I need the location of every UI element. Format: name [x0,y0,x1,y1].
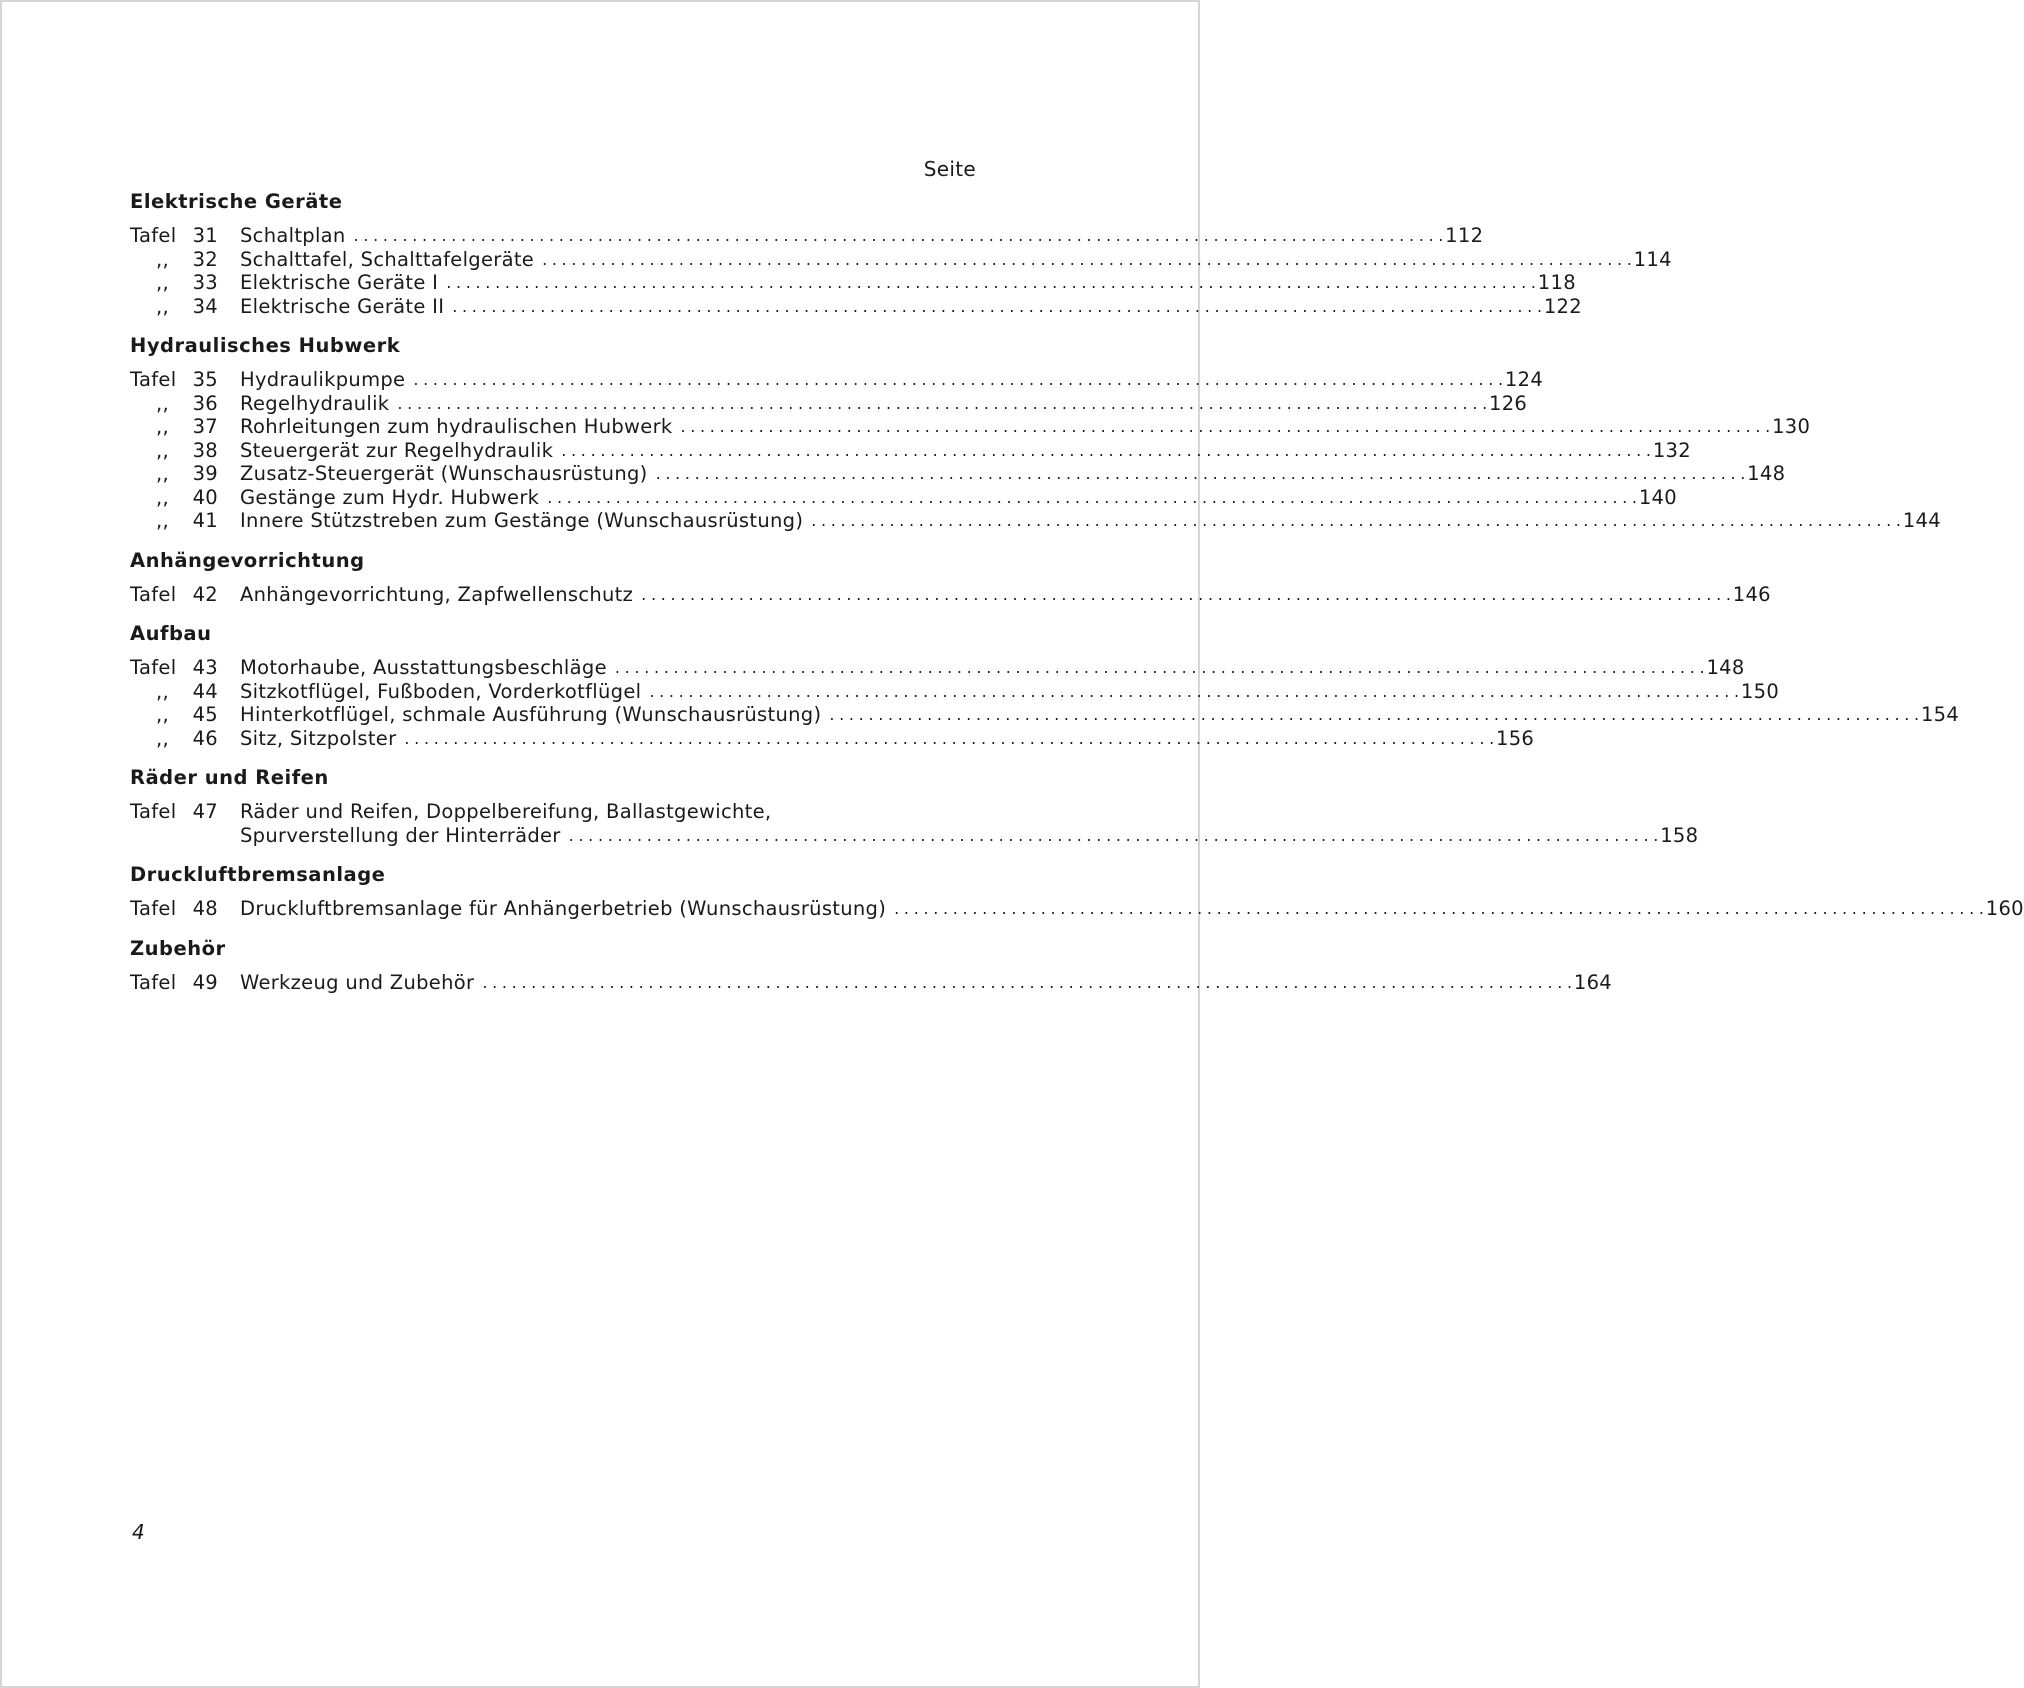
entry-page: 146 [1732,582,1771,606]
tafel-number: 41 [192,509,218,532]
tafel-number: 49 [192,970,218,994]
entry-title: Werkzeug und Zubehör [240,970,475,994]
ditto-mark: ,, [156,679,169,703]
toc-entry [130,679,1780,704]
entry-page: 144 [1902,509,1941,532]
entry-title: Anhängevorrichtung, Zapfwellenschutz [240,582,634,606]
tafel-label: Tafel [130,582,177,606]
section-title: Räder und Reifen [130,766,329,789]
entry-page: 130 [1772,415,1811,438]
tafel-number: 36 [192,391,218,415]
dot-leader [542,248,1632,272]
dot-leader [452,295,1542,319]
entry-title: Sitz, Sitzpolster [240,726,397,750]
entry-page: 132 [1652,438,1691,462]
tafel-label: Tafel [130,897,177,920]
entry-title: Schalttafel, Schalttafelgeräte [240,247,535,271]
toc-section [130,334,1941,533]
entry-title: Steuergerät zur Regelhydraulik [240,438,554,462]
section-title: Aufbau [130,622,212,645]
toc-entry [130,247,1672,272]
entry-page: 164 [1573,970,1613,994]
entry-page: 126 [1488,391,1528,415]
dot-leader [569,824,1659,848]
tafel-number: 37 [192,415,218,438]
tafel-number: 33 [192,271,218,294]
table-of-contents [130,152,2024,1010]
ditto-mark: ,, [156,247,169,271]
tafel-label: Tafel [130,656,177,679]
ditto-mark: ,, [156,415,169,438]
tafel-number: 40 [192,485,218,509]
entry-page: 148 [1706,656,1745,679]
entry-page: 148 [1747,462,1786,485]
dot-leader [811,509,1901,533]
dot-leader [413,368,1503,392]
entry-title: Hydraulikpumpe [240,368,406,391]
dot-leader [561,439,1651,463]
entry-page: 140 [1638,485,1677,509]
dot-leader [397,392,1487,416]
toc-entry [130,703,1960,727]
toc-entry [130,656,1745,680]
section-title: Elektrische Geräte [130,190,343,213]
entry-page: 150 [1740,679,1780,703]
tafel-number: 42 [192,582,218,606]
dot-leader [656,462,1746,486]
toc-entry [130,271,1576,295]
entry-title-continued: Spurverstellung der Hinterräder [240,823,561,847]
ditto-mark: ,, [156,726,169,750]
toc-section [130,863,2024,921]
entry-title: Sitzkotflügel, Fußboden, Vorderkotflügel [240,679,642,703]
entry-page: 114 [1633,247,1672,271]
entry-title: Räder und Reifen, Doppelbereifung, Ballastgewichte, [240,800,772,823]
ditto-mark: ,, [156,509,169,532]
toc-entry [130,970,1613,995]
toc-entry [130,897,2024,921]
tafel-label: Tafel [130,800,177,823]
page-number: 4 [132,1520,145,1544]
dot-leader [641,583,1731,607]
dot-leader [615,656,1705,680]
toc-section [130,936,1613,995]
entry-title: Motorhaube, Ausstattungsbeschläge [240,656,607,679]
entry-page: 122 [1543,294,1582,318]
tafel-label: Tafel [130,970,177,994]
entry-page: 158 [1660,823,1699,847]
tafel-number: 46 [192,726,218,750]
toc-entry [130,582,1771,607]
entry-title: Innere Stützstreben zum Gestänge (Wunschausrüstung) [240,509,804,532]
entry-page: 112 [1445,224,1484,247]
toc-entry [130,438,1691,463]
entry-title: Elektrische Geräte I [240,271,439,294]
entry-title: Zusatz-Steuergerät (Wunschausrüstung) [240,462,648,485]
dot-leader [547,486,1637,510]
toc-entry [130,224,1484,248]
section-title: Anhängevorrichtung [130,548,365,572]
ditto-mark: ,, [156,462,169,485]
ditto-mark: ,, [156,438,169,462]
tafel-number: 45 [192,703,218,726]
entry-page: 154 [1920,703,1960,726]
toc-entry [130,726,1535,751]
tafel-number: 39 [192,462,218,485]
toc-entry-line-2 [130,823,1699,848]
tafel-number: 38 [192,438,218,462]
tafel-number: 35 [192,368,218,391]
entry-title: Gestänge zum Hydr. Hubwerk [240,485,540,509]
tafel-number: 43 [192,656,218,679]
tafel-number: 47 [192,800,218,823]
ditto-mark: ,, [156,703,169,726]
toc-entry [130,294,1582,319]
tafel-number: 48 [192,897,218,920]
toc-entry [130,509,1941,533]
tafel-label: Tafel [130,368,177,391]
entry-page: 124 [1504,368,1544,391]
ditto-mark: ,, [156,294,169,318]
tafel-number: 44 [192,679,218,703]
ditto-mark: ,, [156,485,169,509]
entry-page: 118 [1537,271,1576,294]
tafel-number: 32 [192,247,218,271]
toc-entry [130,415,1811,439]
dot-leader [829,703,1919,727]
entry-title: Druckluftbremsanlage für Anhängerbetrieb (Wunschausrüstung) [240,897,887,920]
ditto-mark: ,, [156,271,169,294]
dot-leader [482,971,1572,995]
tafel-label: Tafel [130,224,177,247]
section-title: Hydraulisches Hubwerk [130,334,401,357]
dot-leader [649,680,1739,704]
entry-title: Rohrleitungen zum hydraulischen Hubwerk [240,415,673,438]
toc-section [130,766,1699,847]
dot-leader [446,271,1536,295]
entry-page: 156 [1495,726,1535,750]
toc-entry-line-1 [130,800,976,824]
toc-entry [130,462,1786,486]
entry-title: Regelhydraulik [240,391,390,415]
toc-section [130,190,1672,318]
dot-leader [894,897,1984,921]
entry-title: Hinterkotflügel, schmale Ausführung (Wunschausrüstung) [240,703,822,726]
entry-title: Elektrische Geräte II [240,294,445,318]
dot-leader [354,224,1444,248]
seite-column-header: Seite [923,157,976,181]
section-title: Druckluftbremsanlage [130,863,386,886]
toc-section [130,548,1771,607]
dot-leader [680,415,1770,439]
ditto-mark: ,, [156,391,169,415]
tafel-number: 34 [192,294,218,318]
entry-title: Schaltplan [240,224,346,247]
dot-leader [404,727,1494,751]
toc-entry [130,368,1544,392]
tafel-number: 31 [192,224,218,247]
section-title: Zubehör [130,936,226,960]
entry-page: 160 [1985,897,2024,920]
toc-entry [130,391,1528,416]
toc-section [130,622,1960,750]
toc-entry [130,485,1677,510]
